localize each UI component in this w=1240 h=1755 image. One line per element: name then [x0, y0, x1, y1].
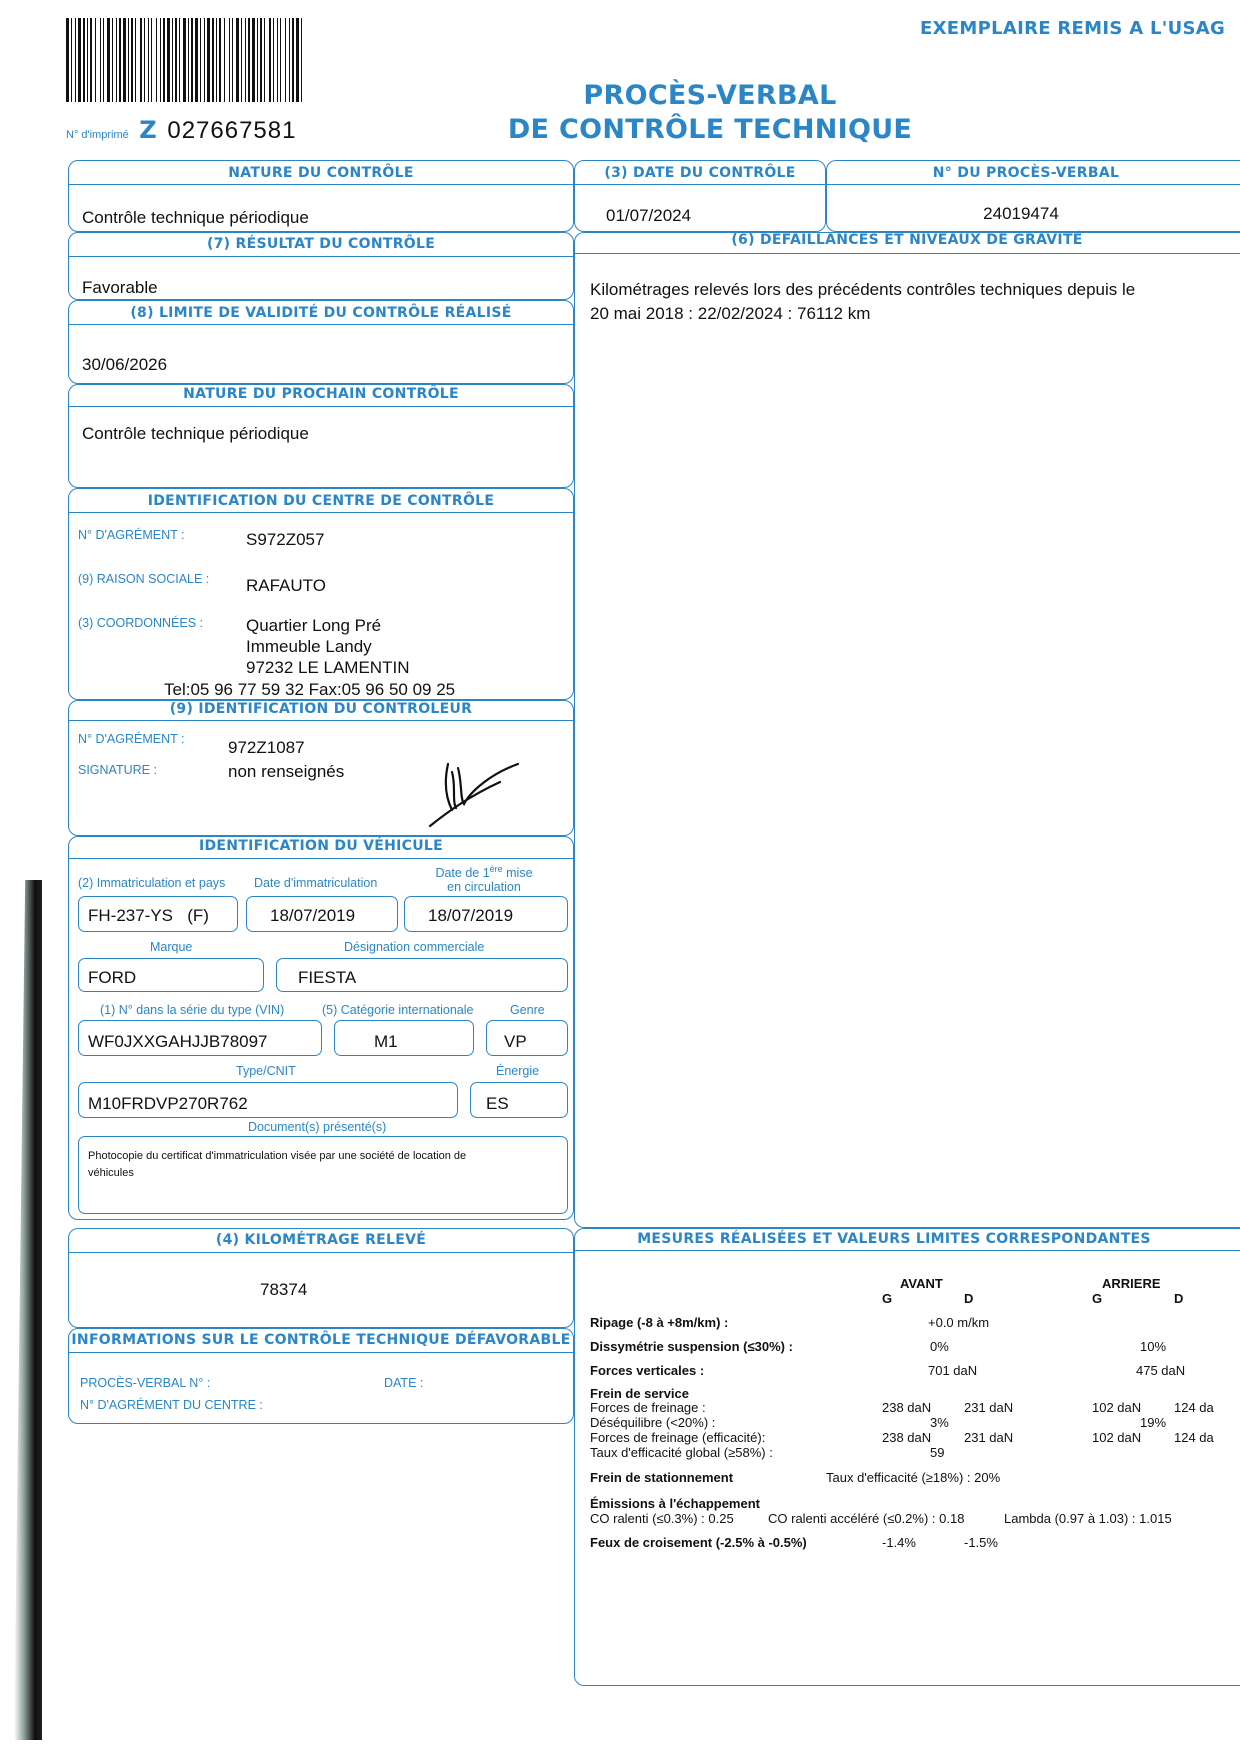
- documents-field: [78, 1136, 568, 1214]
- mesures-arriere-d: D: [1174, 1291, 1184, 1306]
- centre-raison-label: (9) RAISON SOCIALE :: [78, 572, 210, 586]
- forces-v-label: Forces verticales :: [590, 1363, 705, 1378]
- co-accelere: CO ralenti accéléré (≤0.2%) : 0.18: [768, 1511, 965, 1526]
- documents-label: Document(s) présenté(s): [248, 1120, 387, 1134]
- controleur-agrement: 972Z1087: [228, 738, 305, 757]
- documents-line2: véhicules: [88, 1167, 134, 1179]
- deseq-avant: 3%: [930, 1415, 949, 1430]
- mesures-arriere-g: G: [1092, 1291, 1103, 1306]
- pv-number-header: N° DU PROCÈS-VERBAL: [932, 165, 1120, 181]
- type-label: Type/CNIT: [236, 1064, 296, 1078]
- vin-label: (1) N° dans la série du type (VIN): [100, 1003, 285, 1017]
- copy-label: EXEMPLAIRE REMIS A L'USAG: [920, 18, 1226, 39]
- dissy-avant: 0%: [930, 1339, 949, 1354]
- emissions: Émissions à l'échappement: [590, 1496, 760, 1511]
- type-value: M10FRDVP270R762: [88, 1094, 248, 1113]
- energie-label: Énergie: [496, 1064, 540, 1078]
- frein-stationnement: Frein de stationnement: [590, 1470, 734, 1485]
- date-controle-value: 01/07/2024: [606, 206, 692, 225]
- controleur-header: (9) IDENTIFICATION DU CONTRÔLEUR: [169, 701, 473, 717]
- feux-label: Feux de croisement (-2.5% à -0.5%): [590, 1535, 807, 1550]
- date-immat-value: 18/07/2019: [270, 906, 356, 925]
- handwritten-signature: [400, 752, 530, 832]
- taux-global-label: Taux d'efficacité global (≥58%) :: [590, 1445, 773, 1460]
- designation-label: Désignation commerciale: [344, 940, 485, 954]
- dissy-label: Dissymétrie suspension (≤30%) :: [590, 1339, 793, 1354]
- controleur-signature-label: SIGNATURE :: [78, 763, 157, 777]
- frein-service: Frein de service: [590, 1386, 689, 1401]
- vehicule-header: IDENTIFICATION DU VÉHICULE: [198, 838, 444, 854]
- title-line1: PROCÈS-VERBAL: [583, 80, 837, 111]
- desequilibre-label: Déséquilibre (<20%) :: [590, 1415, 716, 1430]
- defavorable-header: INFORMATIONS SUR LE CONTRÔLE TECHNIQUE DÉFAVORABLE: [71, 1332, 571, 1348]
- documents-line1: Photocopie du certificat d'immatriculation visée par une société de location de: [88, 1150, 467, 1162]
- prochain-header: NATURE DU PROCHAIN CONTRÔLE: [183, 386, 459, 402]
- taux-global: 59: [930, 1445, 945, 1460]
- kilometrage-header: (4) KILOMÉTRAGE RELEVÉ: [215, 1232, 427, 1248]
- co-ralenti: CO ralenti (≤0.3%) : 0.25: [590, 1511, 734, 1526]
- deseq-arriere: 19%: [1140, 1415, 1167, 1430]
- date-mise-value: 18/07/2019: [428, 906, 514, 925]
- mesures-arriere: ARRIERE: [1102, 1276, 1161, 1291]
- energie-value: ES: [486, 1094, 509, 1113]
- ripage-label: Ripage (-8 à +8m/km) :: [590, 1315, 729, 1330]
- controleur-agrement-label: N° D'AGRÉMENT :: [78, 732, 185, 746]
- immat-label: (2) Immatriculation et pays: [78, 876, 226, 890]
- print-number: N° d'imprimé Z 027667581: [66, 116, 297, 144]
- immat-value: FH-237-YS (F): [88, 906, 209, 925]
- resultat-header: (7) RÉSULTAT DU CONTRÔLE: [206, 236, 436, 252]
- mesures-avant-g: G: [882, 1291, 893, 1306]
- genre-value: VP: [504, 1032, 527, 1051]
- designation-value: FIESTA: [298, 968, 357, 987]
- barcode: [66, 18, 306, 104]
- centre-addr2: Immeuble Landy: [246, 637, 372, 656]
- centre-agrement-label: N° D'AGRÉMENT :: [78, 528, 185, 542]
- date-controle-header: (3) DATE DU CONTRÔLE: [604, 165, 796, 181]
- fe-ad: 231 daN: [964, 1430, 1014, 1445]
- date-immat-label: Date d'immatriculation: [254, 876, 378, 890]
- centre-raison: RAFAUTO: [246, 576, 326, 595]
- ff-rd: 124 da: [1174, 1400, 1214, 1415]
- marque-value: FORD: [88, 968, 137, 987]
- defaillances-line1: Kilométrages relevés lors des précédents contrôles techniques depuis le: [590, 280, 1136, 299]
- fe-rg: 102 daN: [1092, 1430, 1142, 1445]
- nature-header: NATURE DU CONTRÔLE: [228, 165, 414, 181]
- categorie-value: M1: [374, 1032, 398, 1051]
- fe-rd: 124 da: [1174, 1430, 1214, 1445]
- forces-eff-label: Forces de freinage (efficacité):: [590, 1430, 766, 1445]
- ripage-avant: +0.0 m/km: [928, 1315, 990, 1330]
- defaillances-header: (6) DÉFAILLANCES ET NIVEAUX DE GRAVITÉ: [731, 232, 1083, 248]
- pv-number-value: 24019474: [983, 204, 1059, 223]
- genre-label: Genre: [510, 1003, 545, 1017]
- centre-addr1: Quartier Long Pré: [246, 616, 382, 635]
- date-mise-label: Date de 1ère mise en circulation: [435, 864, 533, 895]
- categorie-label: (5) Catégorie internationale: [322, 1003, 474, 1017]
- feux-g: -1.4%: [882, 1535, 916, 1550]
- prochain-value: Contrôle technique périodique: [82, 424, 309, 443]
- defavorable-date-label: DATE :: [384, 1376, 424, 1390]
- fe-ag: 238 daN: [882, 1430, 932, 1445]
- limite-value: 30/06/2026: [82, 355, 168, 374]
- limite-header: (8) LIMITE DE VALIDITÉ DU CONTRÔLE RÉALISÉ: [130, 305, 512, 321]
- kilometrage-value: 78374: [260, 1280, 308, 1299]
- forces-freinage-label: Forces de freinage :: [590, 1400, 706, 1415]
- title-line2: DE CONTRÔLE TECHNIQUE: [507, 114, 913, 145]
- lambda: Lambda (0.97 à 1.03) : 1.015: [1004, 1511, 1172, 1526]
- ff-rg: 102 daN: [1092, 1400, 1142, 1415]
- forces-v-avant: 701 daN: [928, 1363, 978, 1378]
- dissy-arriere: 10%: [1140, 1339, 1167, 1354]
- ff-ag: 238 daN: [882, 1400, 932, 1415]
- centre-agrement: S972Z057: [246, 530, 325, 549]
- marque-label: Marque: [150, 940, 193, 954]
- feux-d: -1.5%: [964, 1535, 998, 1550]
- controleur-signature: non renseignés: [228, 762, 345, 781]
- centre-tel: Tel:05 96 77 59 32 Fax:05 96 50 09 25: [164, 680, 456, 699]
- defaillances-box: [574, 232, 1240, 1228]
- mesures-avant: AVANT: [900, 1276, 943, 1291]
- scan-edge-shadow: [14, 880, 42, 1740]
- mesures-avant-d: D: [964, 1291, 974, 1306]
- centre-addr3: 97232 LE LAMENTIN: [246, 658, 410, 677]
- ff-ad: 231 daN: [964, 1400, 1014, 1415]
- genre-field: [486, 1020, 568, 1056]
- forces-v-arriere: 475 daN: [1136, 1363, 1186, 1378]
- centre-header: IDENTIFICATION DU CENTRE DE CONTRÔLE: [147, 493, 495, 509]
- defavorable-pv-label: PROCÈS-VERBAL N° :: [80, 1376, 211, 1390]
- categorie-field: [334, 1020, 474, 1056]
- centre-coord-label: (3) COORDONNÉES :: [78, 616, 204, 630]
- resultat-value: Favorable: [82, 278, 158, 297]
- mesures-header: MESURES RÉALISÉES ET VALEURS LIMITES CORRESPONDANTES: [637, 1231, 1151, 1247]
- defavorable-agrement-label: N° D'AGRÉMENT DU CENTRE :: [80, 1398, 263, 1412]
- nature-value: Contrôle technique périodique: [82, 208, 309, 227]
- energie-field: [470, 1082, 568, 1118]
- taux-stationnement: Taux d'efficacité (≥18%) : 20%: [826, 1470, 1001, 1485]
- vin-value: WF0JXXGAHJJB78097: [88, 1032, 268, 1051]
- defaillances-line2: 20 mai 2018 : 22/02/2024 : 76112 km: [590, 304, 871, 323]
